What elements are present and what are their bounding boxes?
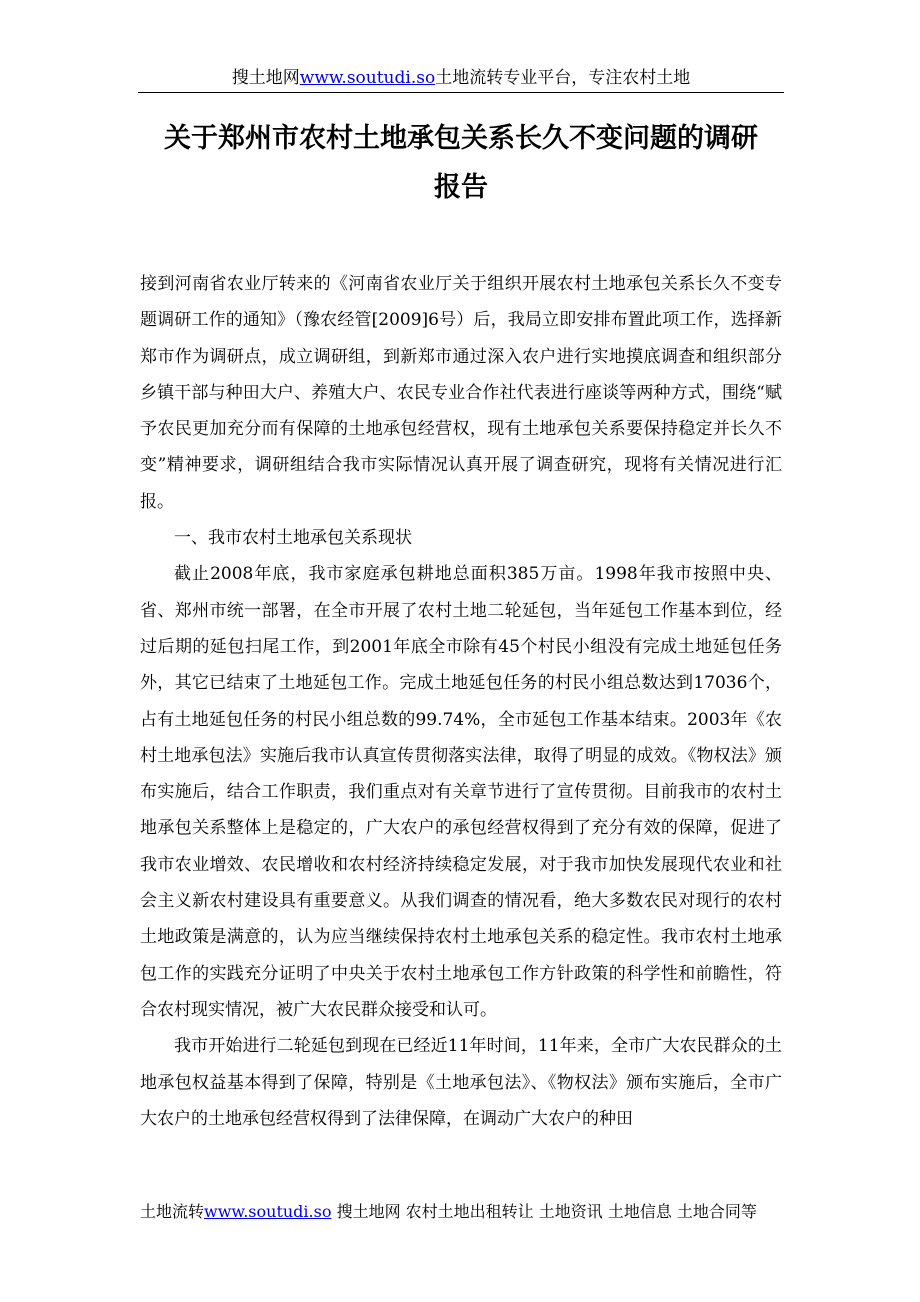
document-body [140,266,782,1137]
header-tagline: 土地流转专业平台，专注农村土地 [435,68,691,88]
title-line-1: 关于郑州市农村土地承包关系长久不变问题的调研 [164,123,758,154]
section-heading-1: 一、我市农村土地承包关系现状 [174,528,412,549]
paragraph-status: 截止2008年底，我市家庭承包耕地总面积385万亩。1998年我市按照中央、省、郑州市统一部署，在全市开展了农村土地二轮延包，当年延包工作基本到位，经过后期的延包扫尾工作，到2001年底全市除有45个村民小组没有完成土地延包任务外，其它已结束了土地延包工作。完成土地延包任务的村民小组总数达到17036个，占有土地延包任务的村民小组总数的99.74%，全市延包工作基本结束。2003年《农村土地承包法》实施后我市认真宣传贯彻落实法律，取得了明显的成效。《物权法》颁布实施后，结合工作职责，我们重点对有关章节进行了宣传贯彻。目前我市的农村土地承包关系整体上是稳定的，广大农户的承包经营权得到了充分有效的保障，促进了我市农业增效、农民增收和农村经济持续稳定发展，对于我市加快发展现代农业和社会主义新农村建设具有重要意义。从我们调查的情况看，绝大多数农民对现行的农村土地政策是满意的，认为应当继续保持农村土地承包关系的稳定性。我市农村土地承包工作的实践充分证明了中央关于农村土地承包工作方针政策的科学性和前瞻性，符合农村现实情况，被广大农民群众接受和认可。 [140,564,782,1020]
footer-prefix: 土地流转 [140,1202,205,1221]
footer-suffix: 搜土地网 农村土地出租转让 土地资讯 土地信息 土地合同等 [336,1202,757,1221]
footer-site-link[interactable]: www.soutudi.so [204,1202,332,1221]
paragraph-intro: 接到河南省农业厅转来的《河南省农业厅关于组织开展农村土地承包关系长久不变专题调研工作的通知》（豫农经管[2009]6号）后，我局立即安排布置此项工作，选择新郑市作为调研点，成立调研组，到新郑市通过深入农户进行实地摸底调查和组织部分乡镇干部与种田大户、养殖大户、农民专业合作社代表进行座谈等两种方式，围绕“赋予农民更加充分而有保障的土地承包经营权，现有土地承包关系要保持稳定并长久不变”精神要求，调研组结合我市实际情况认真开展了调查研究，现将有关情况进行汇报。 [140,274,782,512]
header-site-link[interactable]: www.soutudi.so [299,68,436,88]
title-line-2: 报告 [434,172,488,203]
document-title [138,114,784,212]
page-header [138,66,784,93]
page-footer [140,1200,800,1224]
header-site-name: 搜土地网 [231,68,300,88]
paragraph-progress: 我市开始进行二轮延包到现在已经近11年时间，11年来，全市广大农民群众的土地承包权益基本得到了保障，特别是《土地承包法》、《物权法》颁布实施后，全市广大农户的土地承包经营权得到了法律保障，在调动广大农户的种田 [140,1036,782,1129]
